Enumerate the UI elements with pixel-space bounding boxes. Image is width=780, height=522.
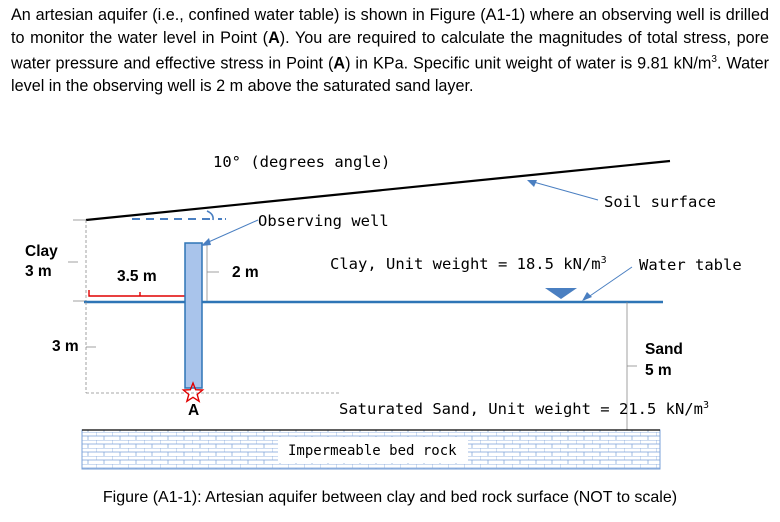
problem-text-4: . Water level in the observing well is 2 m above the saturated sand layer. (11, 54, 769, 96)
well-head-label: 2 m (232, 264, 259, 281)
observing-well-arrowhead (201, 238, 211, 246)
bedrock-label: Impermeable bed rock (288, 443, 457, 459)
point-a-ref-2: A (333, 54, 346, 73)
offset-bracket (89, 290, 191, 296)
figure-caption: Figure (A1-1): Artesian aquifer between clay and bed rock surface (NOT to scale) (102, 489, 678, 506)
offset-label: 3.5 m (117, 268, 157, 285)
observing-well (185, 243, 202, 388)
problem-text-1: An artesian aquifer (i.e., confined water table) is shown in Figure (A1-1) where an observing well is drilled to monitor the water level in Point ( (11, 6, 769, 47)
sand-thickness-label: 5 m (645, 362, 672, 379)
water-table-label: Water table (639, 256, 742, 274)
clay-unit-weight-label (330, 252, 607, 273)
clay-unit-weight-sup: 3 (600, 255, 607, 266)
problem-text-2: ). You are required to calculate the magnitudes of total stress, pore water pressure and effective stress in Point ( (11, 28, 769, 73)
angle-label: 10° (degrees angle) (213, 153, 391, 171)
soil-surface-leader (530, 181, 598, 200)
sand-unit-weight-label (339, 397, 709, 418)
depth-label: 3 m (52, 338, 79, 355)
soil-surface-label: Soil surface (604, 193, 716, 211)
sand-unit-weight-text: Saturated Sand, Unit weight = 21.5 kN/m (339, 400, 703, 419)
water-table-arrowhead (582, 292, 592, 301)
observing-well-leader (204, 220, 258, 244)
soil-surface-arrowhead (527, 180, 537, 187)
clay-unit-weight-text: Clay, Unit weight = 18.5 kN/m (330, 255, 601, 274)
clay-label: Clay (25, 243, 58, 260)
point-a-label: A (188, 402, 200, 419)
clay-thickness-label: 3 m (25, 263, 52, 280)
problem-text-3: ) in KPa. Specific unit weight of water is 9.81 kN/m (345, 54, 712, 73)
problem-superscript: 3 (711, 54, 717, 66)
sand-unit-weight-sup: 3 (702, 400, 709, 411)
sand-label: Sand (645, 341, 683, 358)
observing-well-label: Observing well (258, 212, 389, 230)
water-table-marker (545, 288, 577, 299)
point-a-ref: A (268, 28, 280, 47)
